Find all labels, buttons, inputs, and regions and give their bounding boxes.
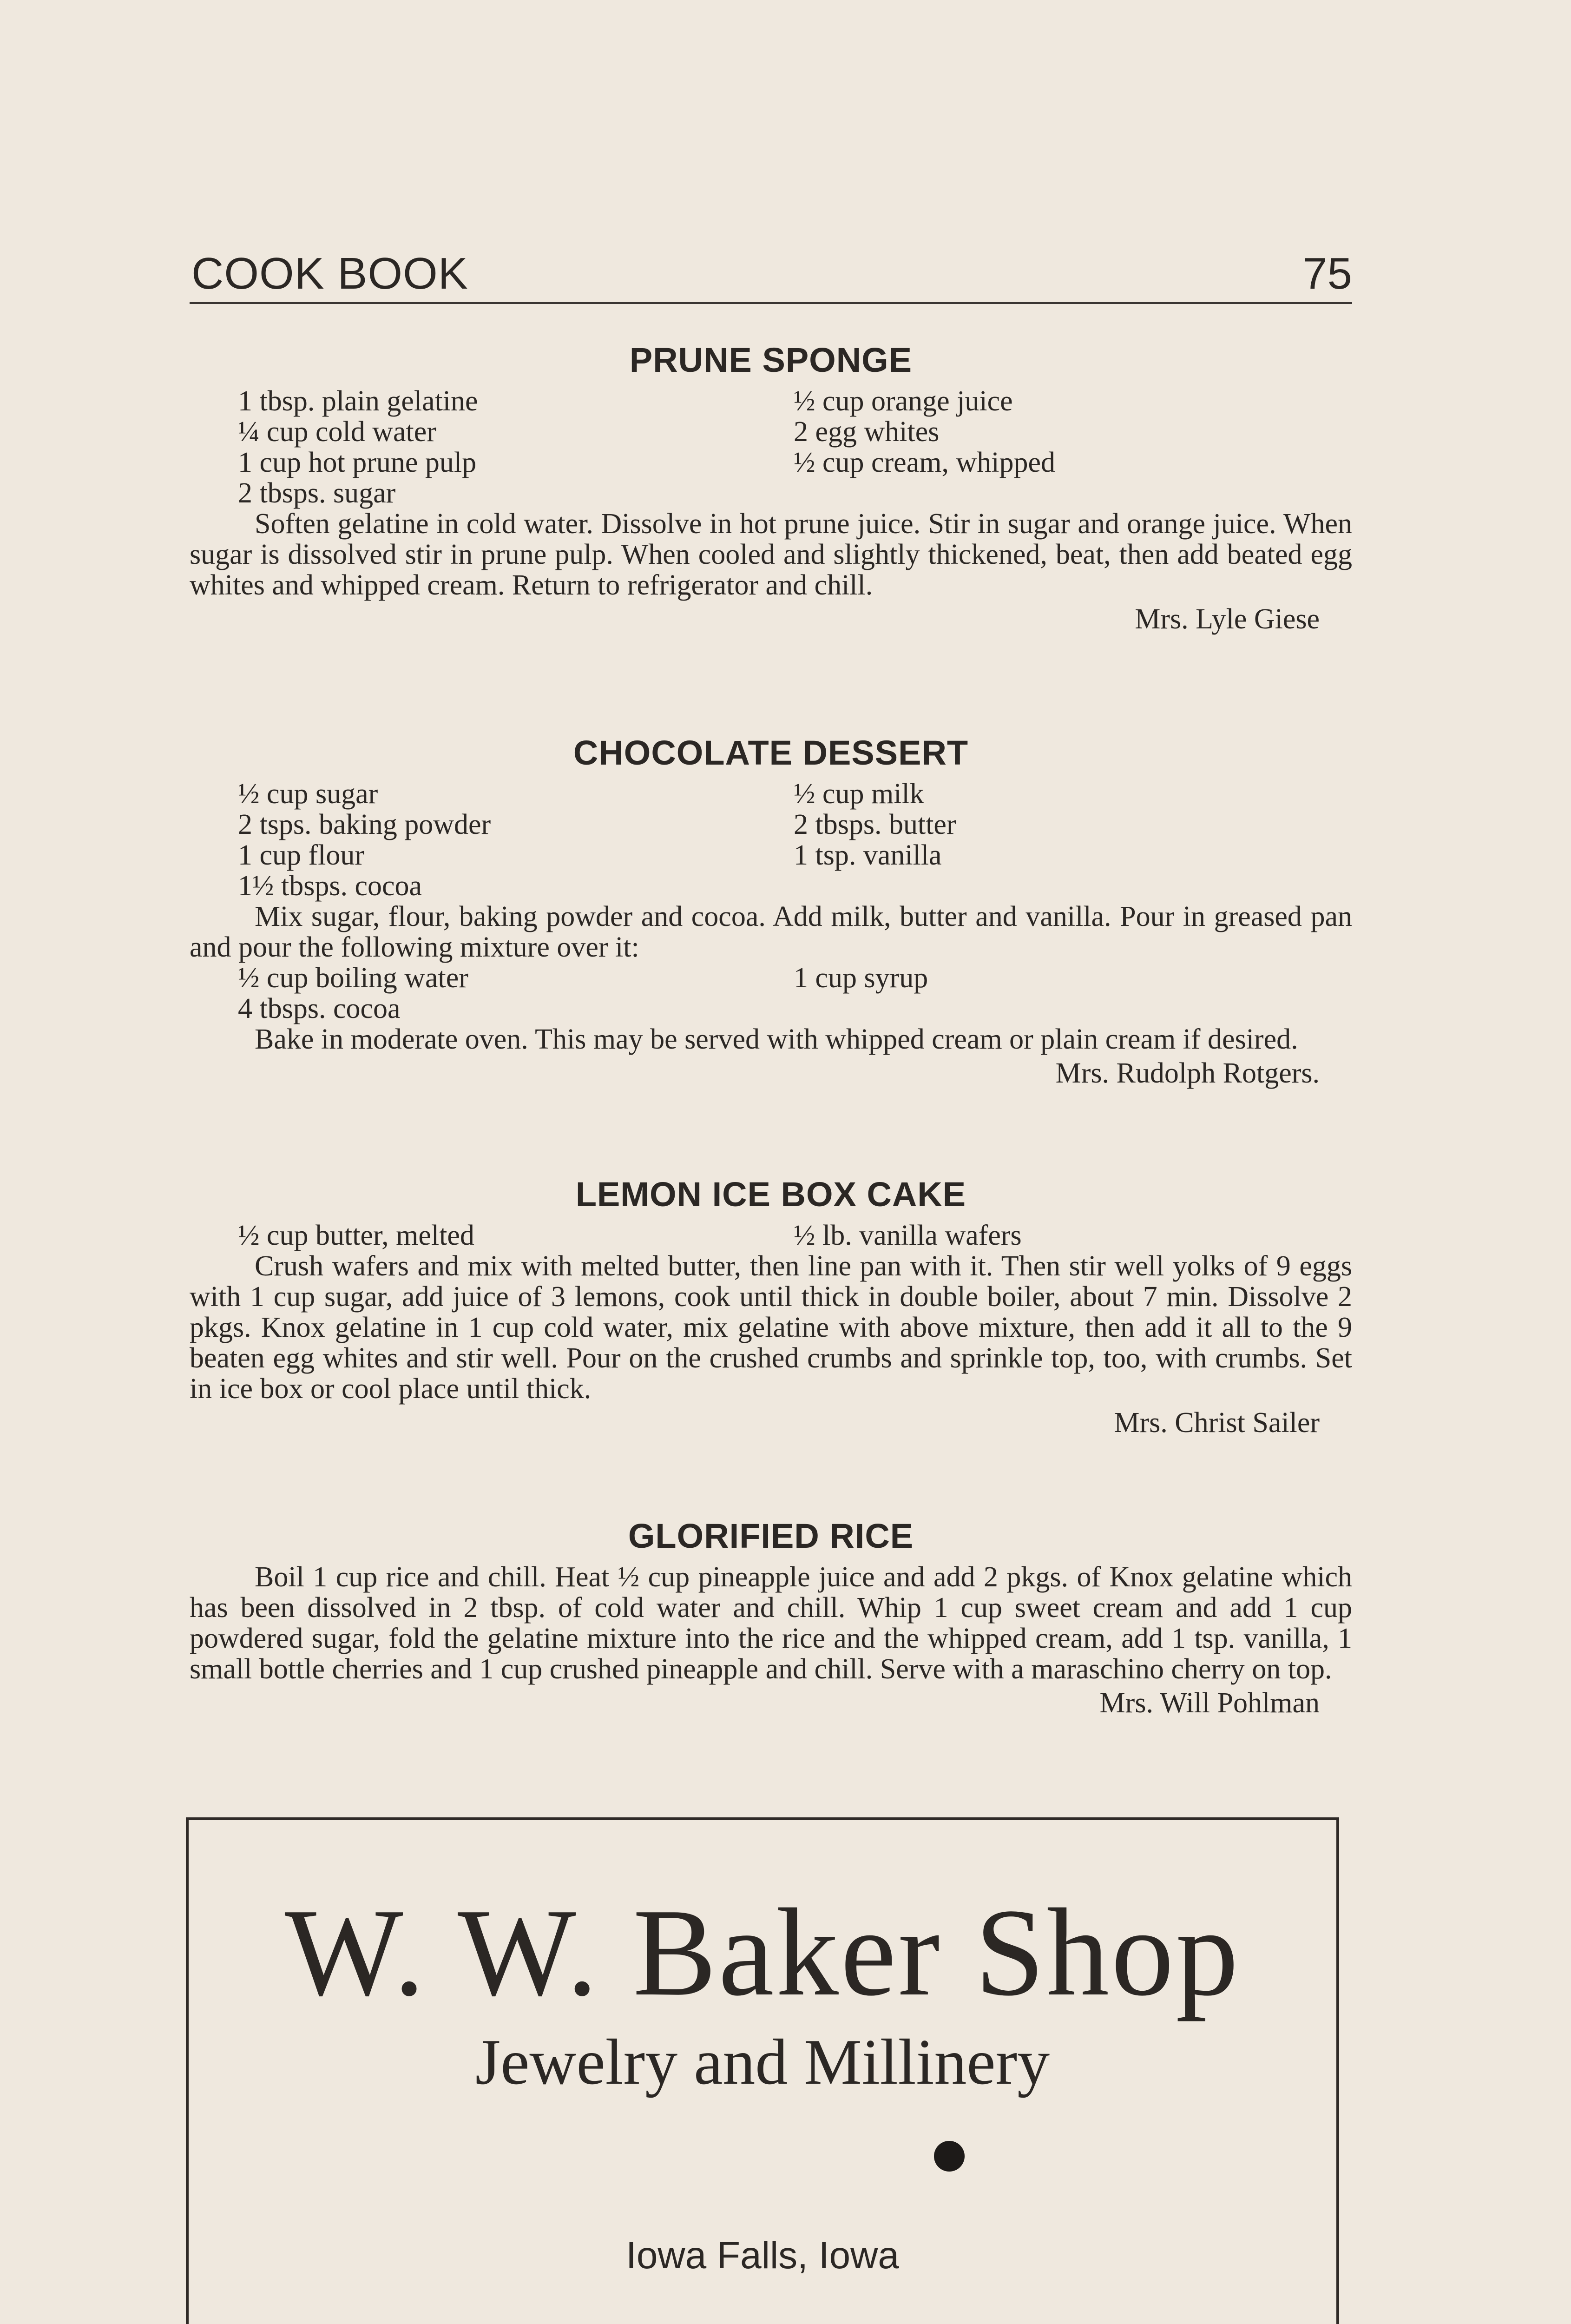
page-number: 75 bbox=[1302, 249, 1352, 298]
recipe-lemon-ice-box-cake bbox=[190, 1169, 1352, 1441]
recipe-method: Soften gelatine in cold water. Dissolve in hot prune juice. Stir in sugar and orange juice. When sugar is dissolved stir in prune pulp. When cooled and slightly thickened, beat, then add beated egg whites and whipped cream. Return to refrigerator and chill. bbox=[190, 508, 1352, 601]
ingredient: 1 cup syrup bbox=[794, 962, 928, 994]
shop-name: W. W. Baker Shop bbox=[284, 1883, 1241, 2022]
bullet-dot-icon bbox=[934, 2141, 965, 2172]
recipe-author: Mrs. Rudolph Rotgers. bbox=[1055, 1057, 1320, 1089]
running-title: COOK BOOK bbox=[191, 249, 468, 298]
shop-subtitle: Jewelry and Millinery bbox=[475, 2026, 1050, 2098]
ingredient: 4 tbsps. cocoa bbox=[238, 993, 401, 1024]
recipe-method: Mix sugar, flour, baking powder and cocoa. Add milk, butter and vanilla. Pour in greased pan and pour the following mixture over it: bbox=[190, 901, 1352, 963]
recipe-title: GLORIFIED RICE bbox=[628, 1517, 914, 1555]
ingredient: 2 tsps. baking powder bbox=[238, 809, 491, 840]
recipe-title: LEMON ICE BOX CAKE bbox=[575, 1175, 966, 1214]
ingredient-row bbox=[190, 809, 1352, 840]
recipe-chocolate-dessert bbox=[190, 727, 1352, 1092]
ingredient: 2 egg whites bbox=[794, 416, 940, 448]
ingredient-row bbox=[190, 478, 1352, 508]
ingredient-row bbox=[190, 779, 1352, 809]
ingredient: ¼ cup cold water bbox=[238, 416, 436, 448]
ingredient-row bbox=[190, 1220, 1352, 1251]
ingredient-row bbox=[190, 963, 1352, 993]
advertisement-box bbox=[186, 1817, 1339, 2324]
ingredient-row bbox=[190, 840, 1352, 871]
ingredient: ½ cup sugar bbox=[238, 778, 378, 810]
ingredient: 1½ tbsps. cocoa bbox=[238, 870, 422, 902]
ingredient: ½ cup milk bbox=[794, 778, 924, 810]
recipe-author: Mrs. Christ Sailer bbox=[1114, 1407, 1320, 1439]
ingredient-row bbox=[190, 871, 1352, 901]
recipe-method: Bake in moderate oven. This may be served with whipped cream or plain cream if desired. bbox=[255, 1023, 1298, 1055]
ingredient: ½ cup orange juice bbox=[794, 385, 1013, 417]
recipe-title: PRUNE SPONGE bbox=[629, 341, 913, 379]
recipe-author: Mrs. Lyle Giese bbox=[1135, 603, 1320, 635]
ingredient: 1 tbsp. plain gelatine bbox=[238, 385, 478, 417]
recipe-method: Boil 1 cup rice and chill. Heat ½ cup pineapple juice and add 2 pkgs. of Knox gelatine which has been dissolved in 2 tbsp. of cold water and chill. Whip 1 cup sweet cream and add 1 cup powdered sugar, fold the gelatine mixture into the rice and the whipped cream, add 1 tsp. vanilla, 1 small bottle cherries and 1 cup crushed pineapple and chill. Serve with a maraschino cherry on top. bbox=[190, 1561, 1352, 1685]
recipe-title: CHOCOLATE DESSERT bbox=[573, 733, 969, 772]
ingredient: 2 tbsps. butter bbox=[794, 809, 956, 840]
ingredient-row bbox=[190, 386, 1352, 416]
ingredient: 1 tsp. vanilla bbox=[794, 839, 942, 871]
ingredient: ½ cup boiling water bbox=[238, 962, 468, 994]
ingredient: 1 cup flour bbox=[238, 839, 365, 871]
ingredient: ½ cup butter, melted bbox=[238, 1220, 474, 1251]
recipe-author: Mrs. Will Pohlman bbox=[1099, 1687, 1320, 1719]
ingredient-row bbox=[190, 993, 1352, 1024]
ingredient-row bbox=[190, 416, 1352, 447]
ingredient: 2 tbsps. sugar bbox=[238, 477, 396, 509]
recipe-glorified-rice bbox=[190, 1511, 1352, 1722]
ingredient: ½ lb. vanilla wafers bbox=[794, 1220, 1022, 1251]
recipe-prune-sponge bbox=[190, 335, 1352, 638]
shop-city: Iowa Falls, Iowa bbox=[626, 2234, 899, 2277]
page-header bbox=[190, 242, 1352, 304]
ingredient-row bbox=[190, 447, 1352, 478]
ingredient: 1 cup hot prune pulp bbox=[238, 447, 477, 478]
ingredient: ½ cup cream, whipped bbox=[794, 447, 1055, 478]
recipe-method: Crush wafers and mix with melted butter, then line pan with it. Then stir well yolks of 9 eggs with 1 cup sugar, add juice of 3 lemons, cook until thick in double boiler, about 7 min. Dissolve 2 pkgs. Knox gelatine in 1 cup cold water, mix gelatine with above mixture, then add it all to the 9 beaten egg whites and stir well. Pour on the crushed crumbs and sprinkle top, too, with crumbs. Set in ice box or cool place until thick. bbox=[190, 1250, 1352, 1405]
